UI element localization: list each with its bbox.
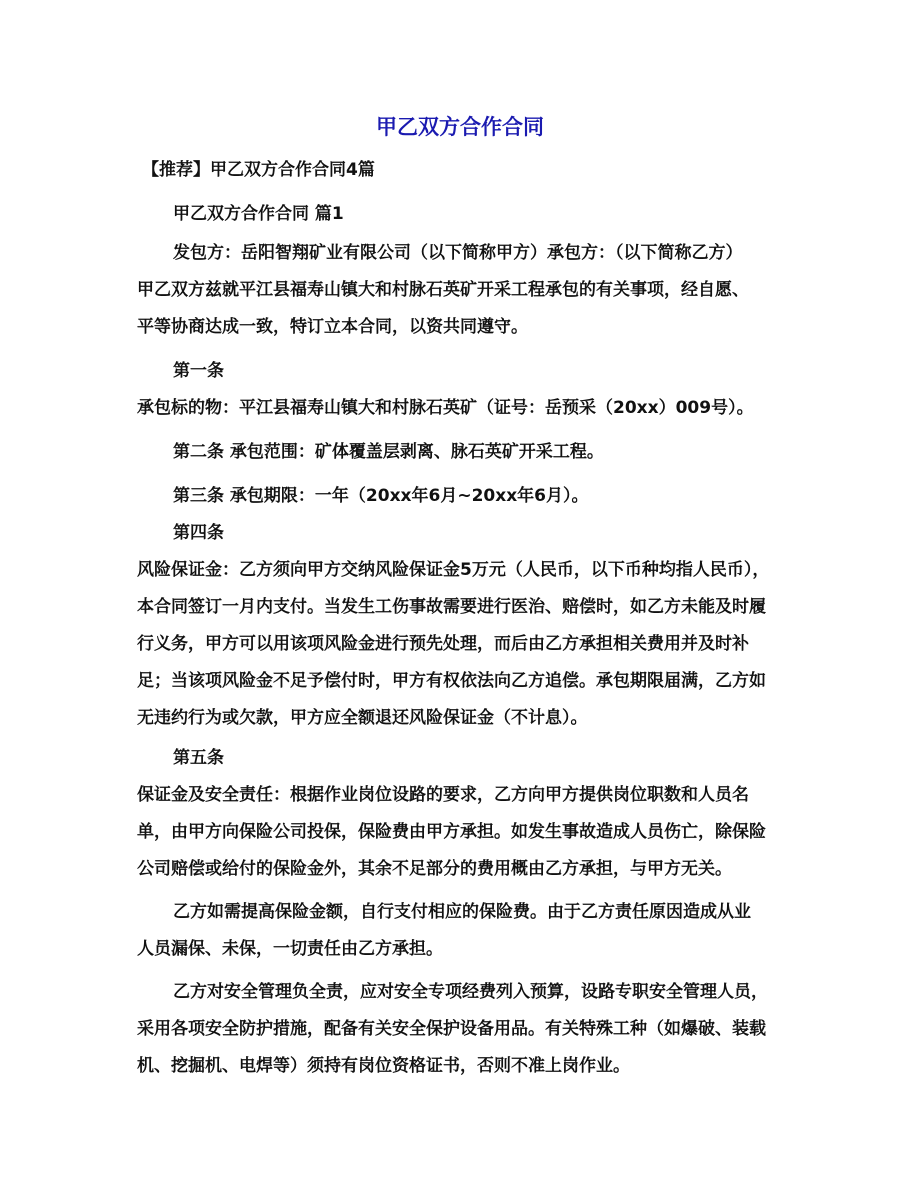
article-5-line: 保证金及安全责任：根据作业岗位设路的要求，乙方向甲方提供岗位职数和人员名 [137, 785, 749, 805]
safety-para-line: 采用各项安全防护措施，配备有关安全保护设备用品。有关特殊工种（如爆破、装载 [137, 1019, 766, 1039]
insurance-para-line: 人员漏保、未保，一切责任由乙方承担。 [137, 939, 443, 959]
safety-para-line: 机、挖掘机、电焊等）须持有岗位资格证书，否则不准上岗作业。 [137, 1056, 630, 1076]
article-2-text: 第二条 承包范围：矿体覆盖层剥离、脉石英矿开采工程。 [173, 442, 604, 462]
article-1-text: 承包标的物：平江县福寿山镇大和村脉石英矿（证号：岳预采（20xx）009号）。 [137, 398, 754, 418]
article-4-line: 行义务，甲方可以用该项风险金进行预先处理，而后由乙方承担相关费用并及时补 [137, 634, 749, 654]
article-1-heading: 第一条 [173, 361, 224, 381]
intro-line: 平等协商达成一致，特订立本合同，以资共同遵守。 [137, 317, 528, 337]
article-4-line: 无违约行为或欠款，甲方应全额退还风险保证金（不计息）。 [137, 708, 588, 728]
document-title: 甲乙双方合作合同 [376, 115, 544, 139]
safety-para-line: 乙方对安全管理负全责，应对安全专项经费列入预算，设路专职安全管理人员， [173, 982, 768, 1002]
section-heading: 甲乙双方合作合同 篇1 [173, 204, 344, 224]
article-5-heading: 第五条 [173, 748, 224, 768]
article-4-line: 本合同签订一月内支付。当发生工伤事故需要进行医治、赔偿时，如乙方未能及时履 [137, 597, 766, 617]
article-5-line: 单，由甲方向保险公司投保，保险费由甲方承担。如发生事故造成人员伤亡，除保险 [137, 822, 766, 842]
article-4-line: 足；当该项风险金不足予偿付时，甲方有权依法向乙方追偿。承包期限届满，乙方如 [137, 671, 766, 691]
article-4-line: 风险保证金：乙方须向甲方交纳风险保证金5万元（人民币，以下币种均指人民币）， [137, 560, 770, 580]
article-5-line: 公司赔偿或给付的保险金外，其余不足部分的费用概由乙方承担，与甲方无关。 [137, 859, 732, 879]
intro-line: 甲乙双方兹就平江县福寿山镇大和村脉石英矿开采工程承包的有关事项，经自愿、 [137, 280, 749, 300]
article-3-text: 第三条 承包期限：一年（20xx年6月~20xx年6月）。 [173, 486, 589, 506]
article-4-heading: 第四条 [173, 523, 224, 543]
document-subtitle: 【推荐】甲乙双方合作合同4篇 [142, 160, 375, 180]
parties-line: 发包方：岳阳智翔矿业有限公司（以下简称甲方）承包方：（以下简称乙方） [173, 243, 743, 263]
insurance-para-line: 乙方如需提高保险金额，自行支付相应的保险费。由于乙方责任原因造成从业 [173, 902, 751, 922]
